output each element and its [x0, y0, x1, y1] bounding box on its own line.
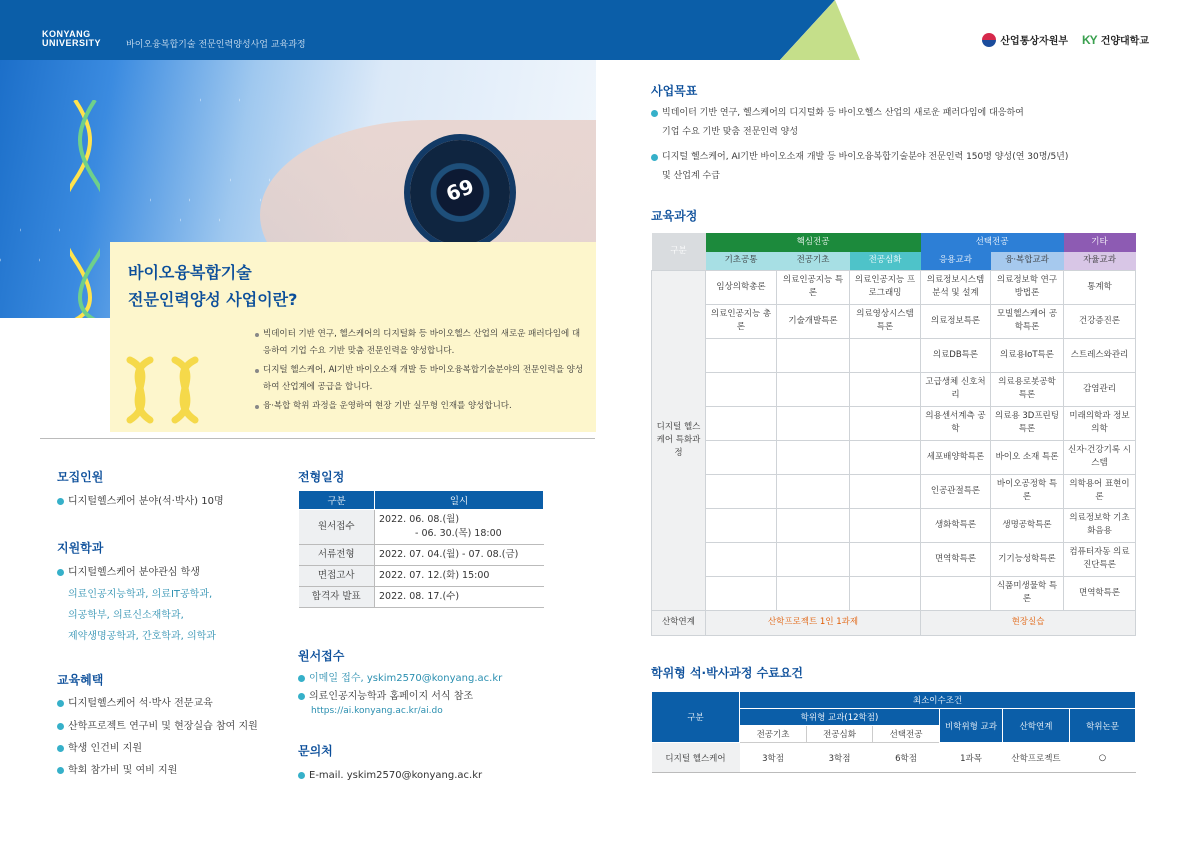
requirements-table: 구분 최소이수조건 학위형 교과(12학점) 비학위형 교과 산학연계 학위논문 전공기초 전공심화 선택전공 디지털 헬스케어 3학점 3학점 6학점 1과목 산학프로젝트 ○ [651, 691, 1136, 773]
table-cell: 통계학 [1064, 270, 1136, 304]
table-cell: 감염관리 [1064, 372, 1136, 406]
category-core: 핵심전공 [706, 233, 921, 252]
table-cell: 미래의학과 정보의학 [1064, 406, 1136, 440]
table-cell: 의학용어 표현이론 [1064, 474, 1136, 508]
table-cell: 컴퓨터자동 의료진단특론 [1064, 542, 1136, 576]
table-cell: 의용센서계측 공학 [921, 406, 991, 440]
table-row [652, 304, 1136, 338]
schedule-table [298, 490, 544, 608]
dept-item: 디지털헬스케어 분야관심 학생 [57, 566, 200, 580]
table-cell: 바이오공정학 특론 [991, 474, 1064, 508]
goal-title: 사업목표 [651, 84, 698, 98]
table-cell [706, 508, 777, 542]
table-row [652, 406, 1136, 440]
curriculum-table: 구분 핵심전공 선택전공 기타 기초공통 전공기초 전공심화 응용교과 융·복합교과 자율교과 디지털 헬스케어 특화과정 임상의학총론 의료인공지능 특론 의료인공지능 프로그래밍 의료정보시스템 분석 및 설계 의료정보학 연구방법론 통계학 의료인공지능 총론 기술개발특론 의료영상시스템 특론 의료정보특론 모빌헬스케어 공학특론 건강증진론 의료DB특론 의료용IoT특론 스트레스와관리 고급생체 신호처리 의료용로봇공학 특론 감염관리 의용센서계측 공학 의료용 3D프린팅특론 미래의학과 정보의학 세포배양학특론 바이오 소재 특론 신자·건강기록 시스템 인공관절특론 바이오공정학 특론 의학용어 표현이론 생화학특론 생명공학특론 의료정보학 기초화음용 면역학특론 기기능성학특론 컴퓨터자동 의료진단특론 식품미생물학 특론 면역학특론 산학연계 산학프로젝트 1인 1과제 현장실습 [651, 233, 1136, 636]
table-cell [706, 338, 777, 372]
table-cell: 의료인공지능 총론 [706, 304, 777, 338]
curriculum-title: 교육과정 [651, 209, 698, 223]
intro-bullet: 디지털 헬스케어, AI기반 바이오소재 개발 등 바이오융복합기술분야의 전문인력을 양성하여 산업계에 공급을 합니다. [255, 362, 585, 396]
requirements-title: 학위형 석·박사과정 수료요건 [651, 666, 804, 680]
category-other: 기타 [1064, 233, 1136, 252]
dept-title: 지원학과 [57, 541, 104, 555]
table-cell: 의료영상시스템 특론 [850, 304, 921, 338]
table-cell: 세포배양학특론 [921, 440, 991, 474]
table-cell: 기술개발특론 [777, 304, 850, 338]
table-cell: 의료인공지능 프로그래밍 [850, 270, 921, 304]
schedule-header: 일시 [375, 491, 544, 510]
table-cell [850, 508, 921, 542]
recruit-item: 디지털헬스케어 분야(석·박사) 10명 [57, 495, 224, 509]
apply-title: 원서접수 [298, 649, 345, 663]
watch-value: 69 [442, 173, 478, 207]
table-cell [777, 372, 850, 406]
goal-list [651, 104, 1131, 192]
apply-url[interactable]: https://ai.konyang.ac.kr/ai.do [311, 706, 443, 716]
table-cell: 의료용IoT특론 [991, 338, 1064, 372]
schedule-header: 구분 [299, 491, 375, 510]
benefit-title: 교육혜택 [57, 673, 104, 687]
table-cell: 건강증진론 [1064, 304, 1136, 338]
goal-item: 디지털 헬스케어, AI기반 바이오소재 개발 등 바이오융복합기술분야 전문인력 150명 양성(연 30명/5년) 및 산업계 수급 [651, 148, 1131, 186]
table-cell [850, 474, 921, 508]
table-row [652, 508, 1136, 542]
table-row: 원서접수 2022. 06. 08.(월) - 06. 30.(목) 18:00 [299, 510, 544, 545]
table-cell [777, 542, 850, 576]
category-elective: 선택전공 [921, 233, 1064, 252]
table-row: 합격자 발표 2022. 08. 17.(수) [299, 587, 544, 608]
industry-row: 산학연계 산학프로젝트 1인 1과제 현장실습 [652, 610, 1136, 635]
table-cell [706, 474, 777, 508]
table-cell [850, 372, 921, 406]
table-cell [706, 440, 777, 474]
benefit-item: 디지털헬스케어 석·박사 전문교육 [57, 697, 213, 711]
table-cell: 모빌헬스케어 공학특론 [991, 304, 1064, 338]
table-cell [706, 406, 777, 440]
table-cell [777, 440, 850, 474]
dept-list: 의료인공지능학과, 의료IT공학과, 의공학부, 의료신소재학과, 제약생명공학과, 간호학과, 의학과 [68, 589, 216, 642]
table-cell [777, 338, 850, 372]
table-cell: 의료용 3D프린팅특론 [991, 406, 1064, 440]
ministry-logo: 산업통상자원부 [982, 32, 1068, 47]
header-subtitle: 바이오융복합기술 전문인력양성사업 교육과정 [126, 40, 306, 50]
table-cell: 식품미생물학 특론 [991, 576, 1064, 610]
table-cell [850, 576, 921, 610]
table-row [652, 270, 1136, 304]
table-row [652, 372, 1136, 406]
apply-web: 의료인공지능학과 홈페이지 서식 참조 [298, 690, 473, 704]
benefit-item: 학생 인건비 지원 [57, 742, 142, 756]
table-cell: 신자·건강기록 시스템 [1064, 440, 1136, 474]
partner-logos [982, 32, 1149, 47]
table-cell [777, 508, 850, 542]
table-cell: 임상의학총론 [706, 270, 777, 304]
table-cell: 바이오 소재 특론 [991, 440, 1064, 474]
table-cell [850, 440, 921, 474]
dna-decoration-icon [120, 355, 210, 425]
table-cell: 인공관절특론 [921, 474, 991, 508]
header-bar [0, 0, 1191, 60]
goal-item: 빅데이터 기반 연구, 헬스케어의 디지털화 등 바이오헬스 산업의 새로운 패러다임에 대응하여 기업 수요 기반 맞춤 전문인력 양성 [651, 104, 1131, 142]
table-cell: 면역학특론 [1064, 576, 1136, 610]
table-cell [706, 576, 777, 610]
schedule-title: 전형일정 [298, 470, 345, 484]
table-cell: 면역학특론 [921, 542, 991, 576]
ky-logo-icon: KY [1082, 32, 1097, 47]
table-cell [777, 576, 850, 610]
table-cell: 의료인공지능 특론 [777, 270, 850, 304]
table-cell: 의료정보특론 [921, 304, 991, 338]
table-row [652, 576, 1136, 610]
table-cell: 의료DB특론 [921, 338, 991, 372]
table-cell: 의료정보학 기초화음용 [1064, 508, 1136, 542]
intro-bullet: 융·복합 학위 과정을 운영하여 현장 기반 실무형 인재를 양성합니다. [255, 398, 585, 415]
table-row [652, 440, 1136, 474]
dna-helix-icon [70, 100, 100, 318]
table-cell: 의료정보시스템 분석 및 설계 [921, 270, 991, 304]
table-cell: 생화학특론 [921, 508, 991, 542]
table-cell [706, 372, 777, 406]
table-cell: 기기능성학특론 [991, 542, 1064, 576]
table-row [652, 338, 1136, 372]
curriculum-group-header: 구분 [652, 233, 706, 270]
contact-title: 문의처 [298, 744, 333, 758]
benefit-item: 산학프로젝트 연구비 및 현장실습 참여 지원 [57, 720, 258, 734]
table-cell: 의료용로봇공학 특론 [991, 372, 1064, 406]
track-label: 디지털 헬스케어 특화과정 [652, 270, 706, 610]
table-row [652, 542, 1136, 576]
university-logo: KONYANG UNIVERSITY [42, 29, 102, 48]
recruit-title: 모집인원 [57, 470, 104, 484]
table-cell [850, 406, 921, 440]
intro-bullet: 빅데이터 기반 연구, 헬스케어의 디지털화 등 바이오헬스 산업의 새로운 패러다임에 대응하여 기업 수요 기반 맞춤 전문인력을 양성합니다. [255, 326, 585, 360]
table-cell [777, 474, 850, 508]
table-row [652, 474, 1136, 508]
table-cell [850, 338, 921, 372]
table-row: 면접고사 2022. 07. 12.(화) 15:00 [299, 566, 544, 587]
table-cell: 의료정보학 연구방법론 [991, 270, 1064, 304]
intro-bullets [255, 326, 585, 417]
intro-title: 바이오융복합기술 전문인력양성 사업이란? [128, 263, 298, 309]
table-cell [777, 406, 850, 440]
table-cell [921, 576, 991, 610]
table-cell: 생명공학특론 [991, 508, 1064, 542]
section-divider [40, 438, 595, 439]
table-cell [706, 542, 777, 576]
table-row: 서류전형 2022. 07. 04.(월) - 07. 08.(금) [299, 545, 544, 566]
table-cell: 고급생체 신호처리 [921, 372, 991, 406]
contact-email: E-mail. yskim2570@konyang.ac.kr [298, 769, 482, 783]
school-logo: KY 건양대학교 [1082, 32, 1149, 47]
taegeuk-icon [982, 33, 996, 47]
table-row: 디지털 헬스케어 3학점 3학점 6학점 1과목 산학프로젝트 ○ [652, 743, 1136, 773]
apply-email: 이메일 접수, yskim2570@konyang.ac.kr [298, 672, 502, 686]
benefit-item: 학회 참가비 및 여비 지원 [57, 764, 177, 778]
table-cell: 스트레스와관리 [1064, 338, 1136, 372]
table-cell [850, 542, 921, 576]
